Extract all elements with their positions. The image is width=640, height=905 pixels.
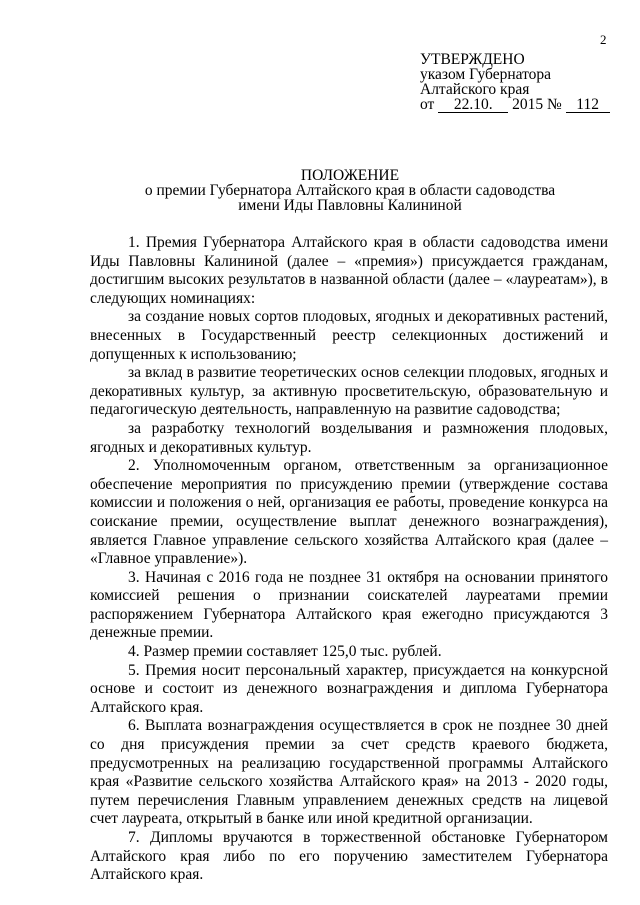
- paragraph: 6. Выплата вознаграждения осуществляется в срок не позднее 30 дней со дня присуждения премии за счет средств краевого бюджета, предусмотренных на реализацию государственной программы Алтайского края «Развитие сельского хозяйства Алтайского края» на 2013 - 2020 годы, путем перечисления Главным управлением денежных средств на лицевой счет лауреата, открытый в банке или иной кредитной организации.: [90, 717, 608, 828]
- paragraph: 3. Начиная с 2016 года не позднее 31 октября на основании принятого комиссией решения о признании соискателей лауреатами премии распоряжением Губернатора Алтайского края ежегодно присуждаются 3 денежные премии.: [90, 568, 608, 642]
- paragraph: 7. Дипломы вручаются в торжественной обстановке Губернатором Алтайского края либо по его поручению заместителем Губернатора Алтайского края.: [90, 829, 608, 884]
- paragraph: 2. Уполномоченным органом, ответственным за организационное обеспечение мероприятия по присуждению премии (утверждение состава комиссии и положения о ней, организация ее работы, проведение конкурса на соискание премии, осуществление выплат денежного вознаграждения), является Главное управление сельского хозяйства Алтайского края (далее – «Главное управление»).: [90, 457, 608, 568]
- paragraph: 4. Размер премии составляет 125,0 тыс. рублей.: [128, 643, 442, 661]
- document-subtitle-line-1: о премии Губернатора Алтайского края в области садоводства: [144, 182, 556, 199]
- approval-line-2: указом Губернатора: [420, 66, 552, 83]
- year-number-label: 2015 №: [512, 96, 562, 113]
- date-value: 22.10.: [438, 98, 508, 113]
- approval-line-3: Алтайского края: [420, 81, 530, 98]
- document-heading: ПОЛОЖЕНИЕ: [300, 167, 400, 184]
- approval-date-line: [420, 97, 610, 113]
- paragraph: за создание новых сортов плодовых, ягодных и декоративных растений, внесенных в Государственный реестр селекционных достижений и допущенных к использованию;: [90, 308, 608, 363]
- page-number: 2: [600, 32, 607, 47]
- document-subtitle-line-2: имени Иды Павловны Калининой: [238, 197, 462, 214]
- approval-line-1: УТВЕРЖДЕНО: [420, 51, 525, 68]
- document-title-block: [60, 168, 640, 213]
- paragraph: 1. Премия Губернатора Алтайского края в области садоводства имени Иды Павловны Калининой (далее – «премия») присуждается гражданам, достигшим высоких результатов в названной области (далее – «лауреатам»), в следующих номинациях:: [90, 234, 608, 307]
- paragraph: за разработку технологий возделывания и размножения плодовых, ягодных и декоративных культур.: [90, 419, 608, 456]
- date-prefix: от: [420, 96, 435, 113]
- document-body: [90, 234, 608, 885]
- approval-stamp: [420, 52, 610, 113]
- paragraph: 5. Премия носит персональный характер, присуждается на конкурсной основе и состоит из денежного вознаграждения и диплома Губернатора Алтайского края.: [90, 661, 608, 716]
- document-number: 112: [566, 98, 610, 113]
- paragraph: за вклад в развитие теоретических основ селекции плодовых, ягодных и декоративных культур, за активную просветительскую, образовательную и педагогическую деятельность, направленную на развитие садоводства;: [90, 364, 608, 419]
